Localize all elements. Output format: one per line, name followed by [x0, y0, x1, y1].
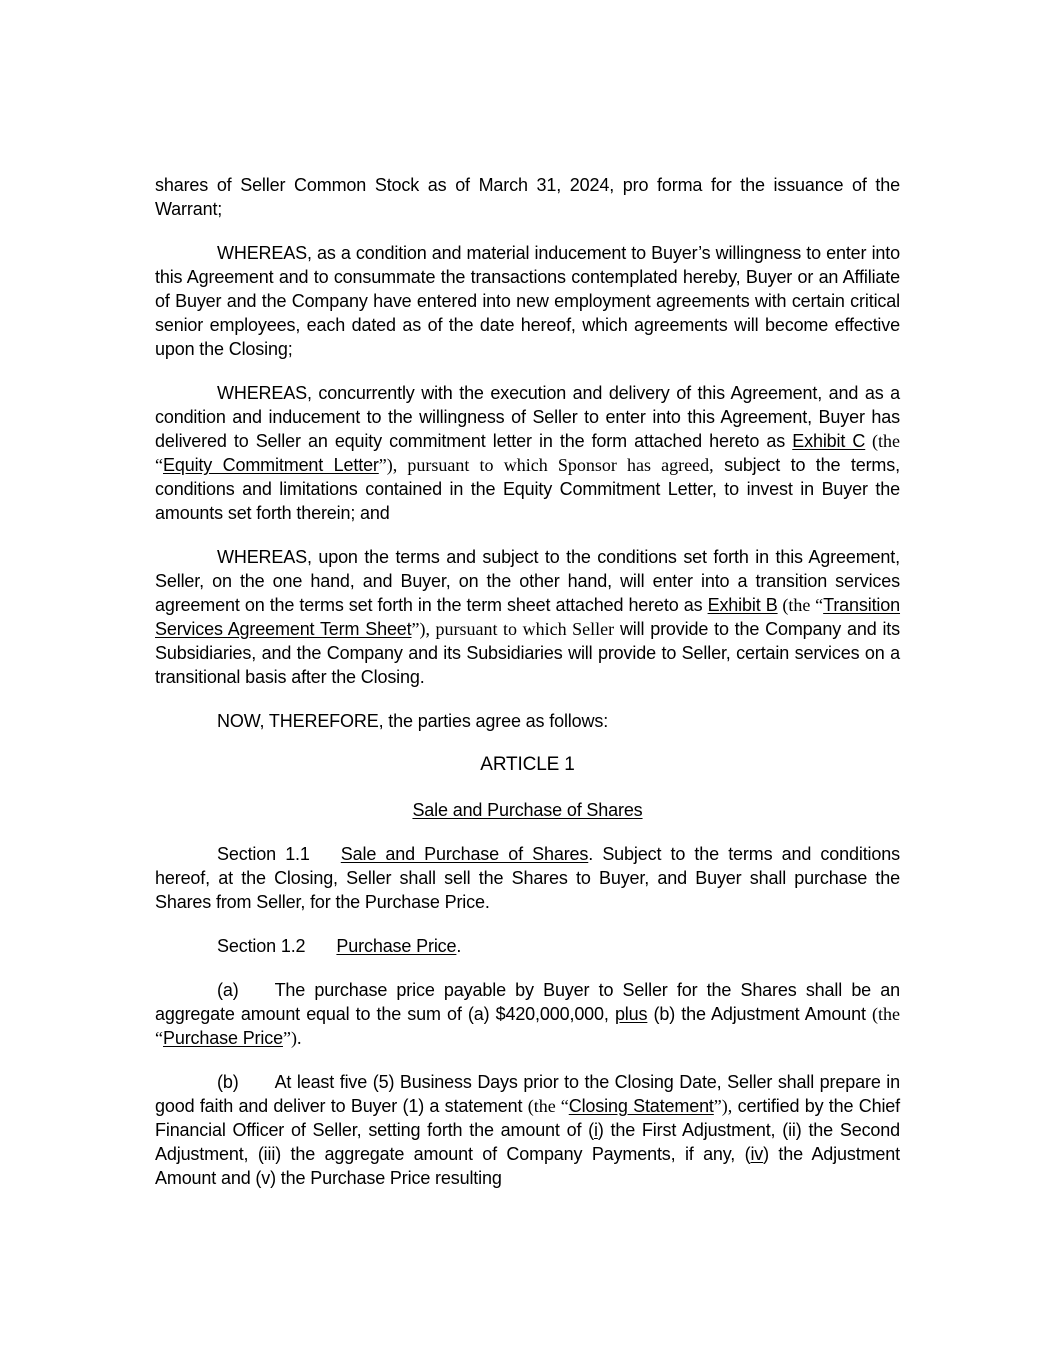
- article-heading: ARTICLE 1: [480, 754, 575, 775]
- subsection-b: (b) At least five (5) Business Days prior to the Closing Date, Seller shall prepare in good faith and deliver to Buyer (1) a statement (the “Closing Statement”), certified by the Chief Financial Officer of Seller, setting forth the amount of (i) the First Adjustment, (ii) the Second Adjustment, (iii) the aggregate amount of Company Payments, if any, (iv) the Adjustment Amount and (v) the Purchase Price resulting: [155, 1072, 901, 1188]
- exhibit-b-ref: Exhibit B: [707, 595, 778, 615]
- defined-term-equity-commitment-letter: Equity Commitment Letter: [163, 455, 379, 475]
- section-1-1: Section 1.1 Sale and Purchase of Shares. Subject to the terms and conditions hereof, at the Closing, Seller shall sell the Shares to Buyer, and Buyer shall purchase the Shares from Seller, for the Purchase Price.: [155, 844, 900, 912]
- subsection-label: (a): [217, 980, 239, 1000]
- exhibit-c-ref: Exhibit C: [792, 431, 866, 451]
- subsection-a: (a) The purchase price payable by Buyer to Seller for the Shares shall be an aggregate amount equal to the sum of (a) $420,000,000, plus (b) the Adjustment Amount (the “Purchase Price”).: [155, 980, 900, 1048]
- section-number: Section 1.1: [217, 844, 310, 864]
- defined-term-closing-statement: Closing Statement: [568, 1096, 714, 1116]
- paragraph-warrant: shares of Seller Common Stock as of March 31, 2024, pro forma for the issuance of the Warrant;: [155, 175, 900, 219]
- paragraph-whereas-employment: WHEREAS, as a condition and material inducement to Buyer’s willingness to enter into this Agreement and to consummate the transactions contemplated hereby, Buyer or an Affiliate of Buyer and the Company have entered into new employment agreements with certain critical senior employees, each dated as of the date hereof, which agreements will become effective upon the Closing;: [155, 243, 900, 359]
- section-1-2: Section 1.2 Purchase Price.: [217, 936, 462, 956]
- paragraph-whereas-equity-commitment: WHEREAS, concurrently with the execution and delivery of this Agreement, and as a condition and inducement to the willingness of Seller to enter into this Agreement, Buyer has delivered to Seller an equity commitment letter in the form attached hereto as Exhibit C (the “Equity Commitment Letter”), pursuant to which Sponsor has agreed, subject to the terms, conditions and limitations contained in the Equity Commitment Letter, to invest in Buyer the amounts set forth therein; and: [155, 383, 900, 523]
- defined-term-purchase-price: Purchase Price: [163, 1028, 283, 1048]
- defined-term-tsa-term-sheet: Transition Services Agreement Term Sheet: [155, 595, 901, 639]
- section-number: Section 1.2: [217, 936, 306, 956]
- plus-term: plus: [614, 1004, 648, 1024]
- document-body: [155, 173, 900, 1210]
- paragraph-whereas-transition-services: WHEREAS, upon the terms and subject to the conditions set forth in this Agreement, Seller, on the one hand, and Buyer, on the other hand, will enter into a transition services agreement on the terms set forth in the term sheet attached hereto as Exhibit B (the “Transition Services Agreement Term Sheet”), pursuant to which Seller will provide to the Company and its Subsidiaries, and the Company and its Subsidiaries will provide to Seller, certain services on a transitional basis after the Closing.: [155, 547, 901, 687]
- subsection-label: (b): [217, 1072, 239, 1092]
- article-subheading: Sale and Purchase of Shares: [412, 800, 643, 820]
- section-title: Purchase Price: [336, 936, 457, 956]
- section-title: Sale and Purchase of Shares: [340, 844, 589, 864]
- paragraph-now-therefore: NOW, THEREFORE, the parties agree as follows:: [217, 711, 609, 731]
